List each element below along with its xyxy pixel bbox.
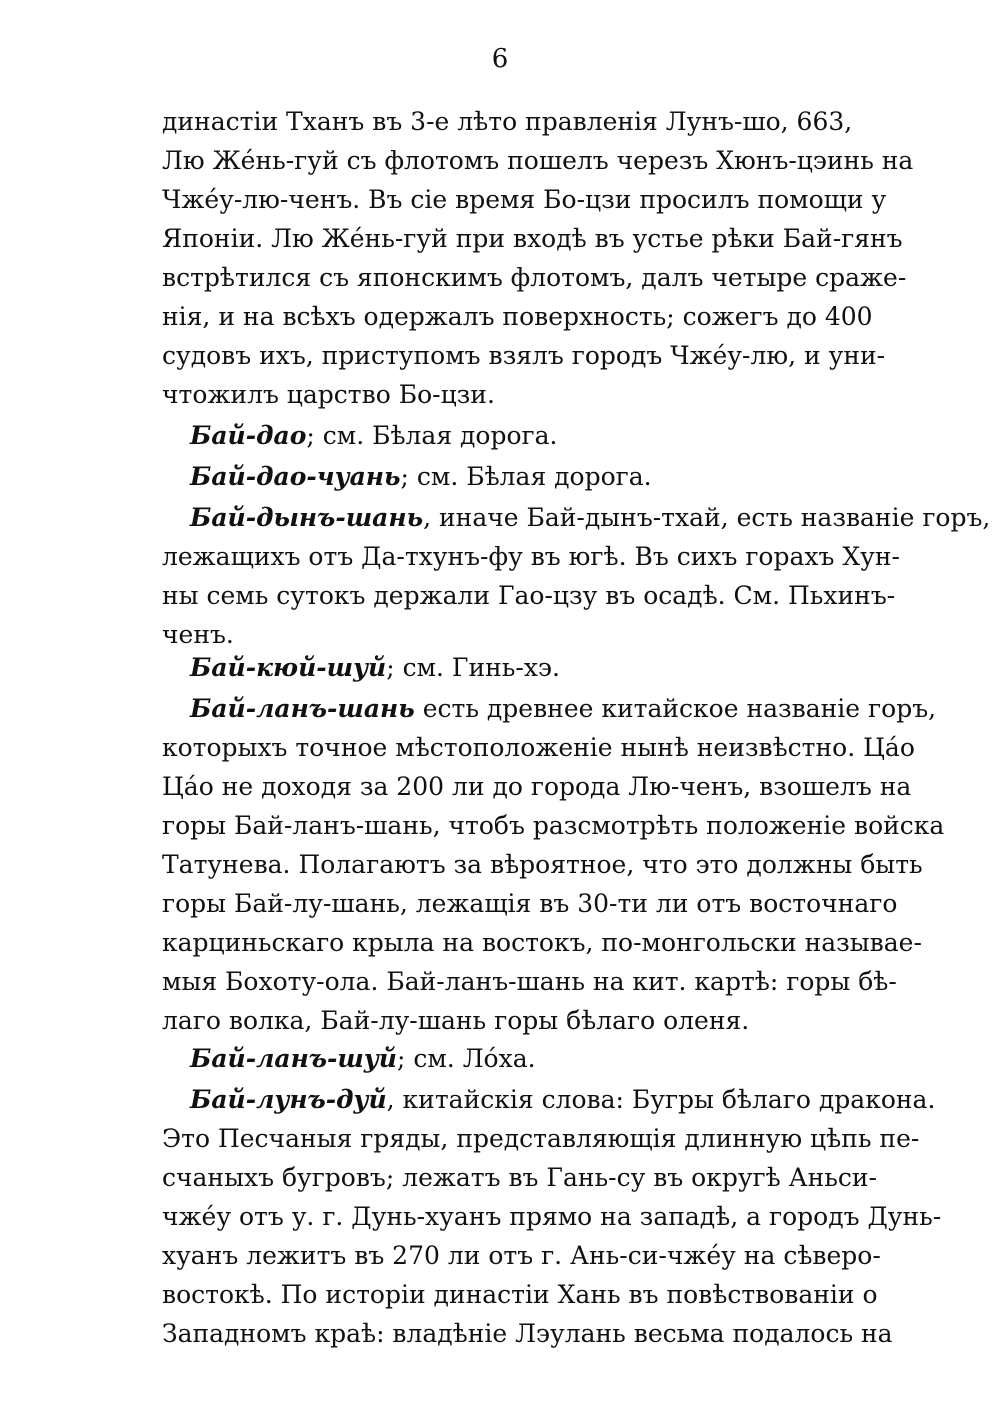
text-line: мыя Бохоту-ола. Бай-ланъ-шань на кит. картѣ: горы бѣ-	[162, 967, 897, 996]
text-line: лежащихъ отъ Да-тхунъ-фу въ югѣ. Въ сихъ горахъ Хун-	[162, 542, 900, 571]
text-line: Татунева. Полагаютъ за вѣроятное, что это должны быть	[162, 850, 923, 879]
text-line: востокѣ. По исторіи династіи Хань въ повѣствованіи о	[162, 1280, 878, 1309]
entry-headword: Бай-кюй-шуй	[190, 653, 387, 682]
text-line: чжéу отъ у. г. Дунь-хуанъ прямо на западѣ, а городъ Дунь-	[162, 1202, 942, 1231]
text-line: Это Песчаныя гряды, представляющія длинную цѣпь пе-	[162, 1124, 920, 1153]
page-number: 6	[491, 44, 509, 74]
text-line: Японіи. Лю Жéнь-гуй при входѣ въ устье рѣки Бай-гянъ	[162, 224, 903, 253]
text-line: династіи Тханъ въ 3-е лѣто правленія Лунъ-шо, 663,	[162, 107, 853, 136]
entry-bai-lun-dui: Бай-лунъ-дуй, китайскія слова: Бугры бѣлаго дракона.	[190, 1085, 936, 1114]
entry-bai-dao: Бай-дао; см. Бѣлая дорога.	[190, 421, 558, 450]
text-line: чтожилъ царство Бо-цзи.	[162, 380, 495, 409]
entry-bai-kyui-shui: Бай-кюй-шуй; см. Гинь-хэ.	[190, 653, 560, 682]
text-line: судовъ ихъ, приступомъ взялъ городъ Чжéу-лю, и уни-	[162, 341, 886, 370]
text-line: ны семь сутокъ держали Гао-цзу въ осадѣ. См. Пьхинъ-	[162, 581, 896, 610]
entry-headword: Бай-ланъ-шуй	[190, 1044, 397, 1073]
entry-bai-dao-chuan: Бай-дао-чуань; см. Бѣлая дорога.	[190, 462, 652, 491]
entry-bai-lan-shan: Бай-ланъ-шань есть древнее китайское названіе горъ,	[190, 694, 937, 723]
entry-headword: Бай-ланъ-шань	[190, 694, 415, 723]
entry-bai-dyn-shan: Бай-дынъ-шань, иначе Бай-дынъ-тхай, есть названіе горъ,	[190, 503, 991, 532]
text-line: Цáо не доходя за 200 ли до города Лю-ченъ, взошелъ на	[162, 772, 912, 801]
entry-headword: Бай-дао-чуань	[190, 462, 401, 491]
text-line: Лю Жéнь-гуй съ флотомъ пошелъ черезъ Хюнъ-цэинь на	[162, 146, 914, 175]
text-line: горы Бай-ланъ-шань, чтобъ разсмотрѣть положеніе войска	[162, 811, 945, 840]
entry-headword: Бай-дынъ-шань	[190, 503, 424, 532]
text-line: ченъ.	[162, 620, 234, 649]
entry-bai-lan-shui: Бай-ланъ-шуй; см. Лóха.	[190, 1044, 536, 1073]
text-line: встрѣтился съ японскимъ флотомъ, далъ четыре сраже-	[162, 263, 907, 292]
text-line: карциньскаго крыла на востокъ, по-монгольски называе-	[162, 928, 922, 957]
text-line: лаго волка, Бай-лу-шань горы бѣлаго оленя.	[162, 1006, 750, 1035]
text-line: Западномъ краѣ: владѣніе Лэулань весьма подалось на	[162, 1319, 893, 1348]
text-line: горы Бай-лу-шань, лежащія въ 30-ти ли отъ восточнаго	[162, 889, 898, 918]
entry-headword: Бай-дао	[190, 421, 307, 450]
text-line: Чжéу-лю-ченъ. Въ сіе время Бо-цзи просилъ помощи у	[162, 185, 887, 214]
text-line: счаныхъ бугровъ; лежатъ въ Гань-су въ округѣ Аньси-	[162, 1163, 877, 1192]
text-line: хуанъ лежитъ въ 270 ли отъ г. Ань-си-чжéу на сѣверо-	[162, 1241, 881, 1270]
text-line: нія, и на всѣхъ одержалъ поверхность; сожегъ до 400	[162, 302, 873, 331]
text-line: которыхъ точное мѣстоположеніе нынѣ неизвѣстно. Цáо	[162, 733, 915, 762]
entry-headword: Бай-лунъ-дуй	[190, 1085, 387, 1114]
